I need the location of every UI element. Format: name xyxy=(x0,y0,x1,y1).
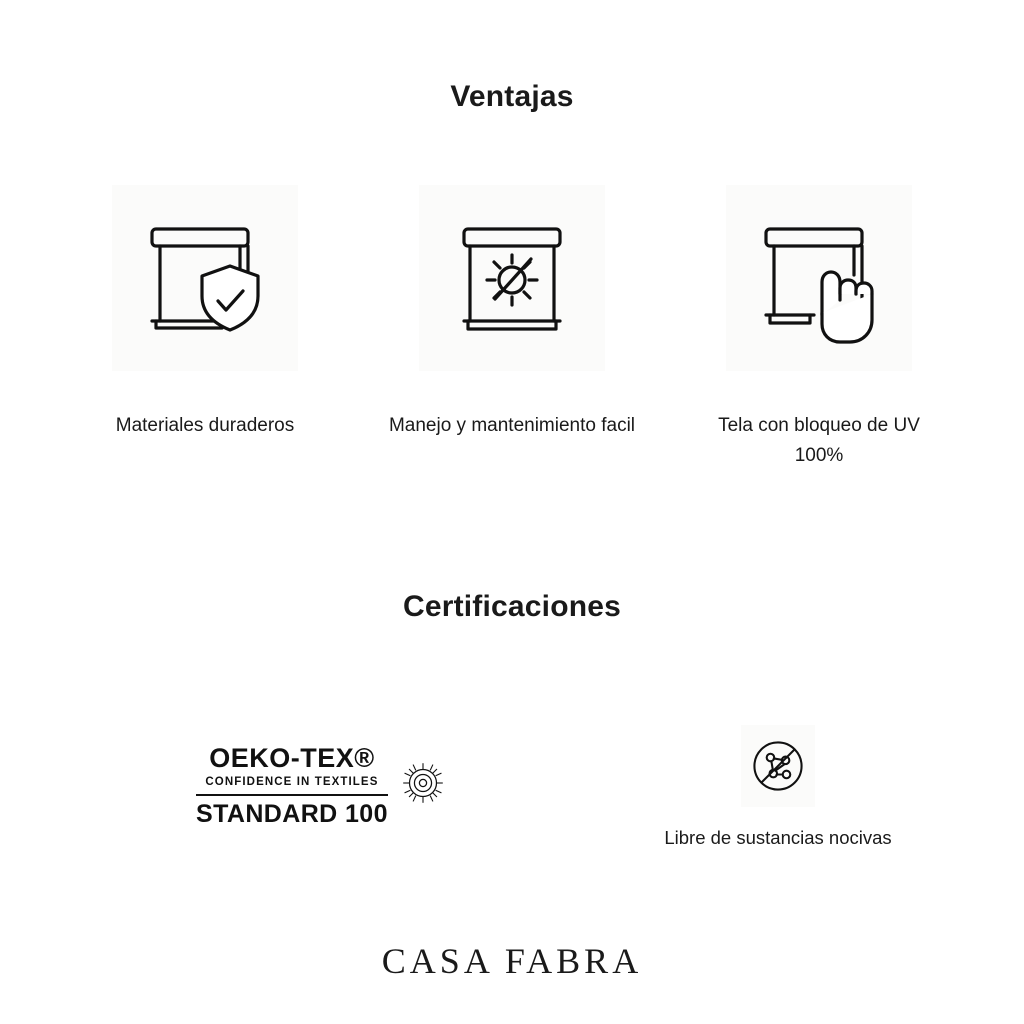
brand-wordmark: CASA FABRA xyxy=(381,941,643,981)
oeko-tex-wordmark xyxy=(196,745,388,827)
certifications-list xyxy=(0,715,1024,885)
certifications-section-title: Certificaciones xyxy=(402,590,622,623)
oeko-tex-line-1: OEKO-TEX® xyxy=(209,743,375,773)
no-harmful-substances-icon xyxy=(741,725,815,807)
oeko-tex-divider xyxy=(196,794,388,796)
advantage-label: Manejo y mantenimiento facil xyxy=(388,415,636,436)
advantage-item-easy-maintenance xyxy=(367,185,657,441)
advantage-item-durable-materials xyxy=(60,185,350,441)
advantage-item-uv-blocking xyxy=(674,185,964,472)
oeko-tex-emblem-icon xyxy=(396,756,450,815)
advantages-section-title: Ventajas xyxy=(450,80,574,113)
blind-hand-icon xyxy=(726,185,912,371)
certification-harmless xyxy=(628,725,928,849)
advantage-label: Tela con bloqueo de UV 100% xyxy=(718,415,920,467)
oeko-tex-line-2: CONFIDENCE IN TEXTILES xyxy=(205,776,379,788)
blind-shield-icon xyxy=(112,185,298,371)
oeko-tex-line-3: STANDARD 100 xyxy=(196,799,388,828)
certification-oeko-tex xyxy=(196,745,466,827)
certification-harmless-label: Libre de sustancias nocivas xyxy=(664,827,892,848)
blind-no-sun-icon xyxy=(419,185,605,371)
advantage-label: Materiales duraderos xyxy=(115,415,295,436)
advantages-list xyxy=(60,185,964,472)
